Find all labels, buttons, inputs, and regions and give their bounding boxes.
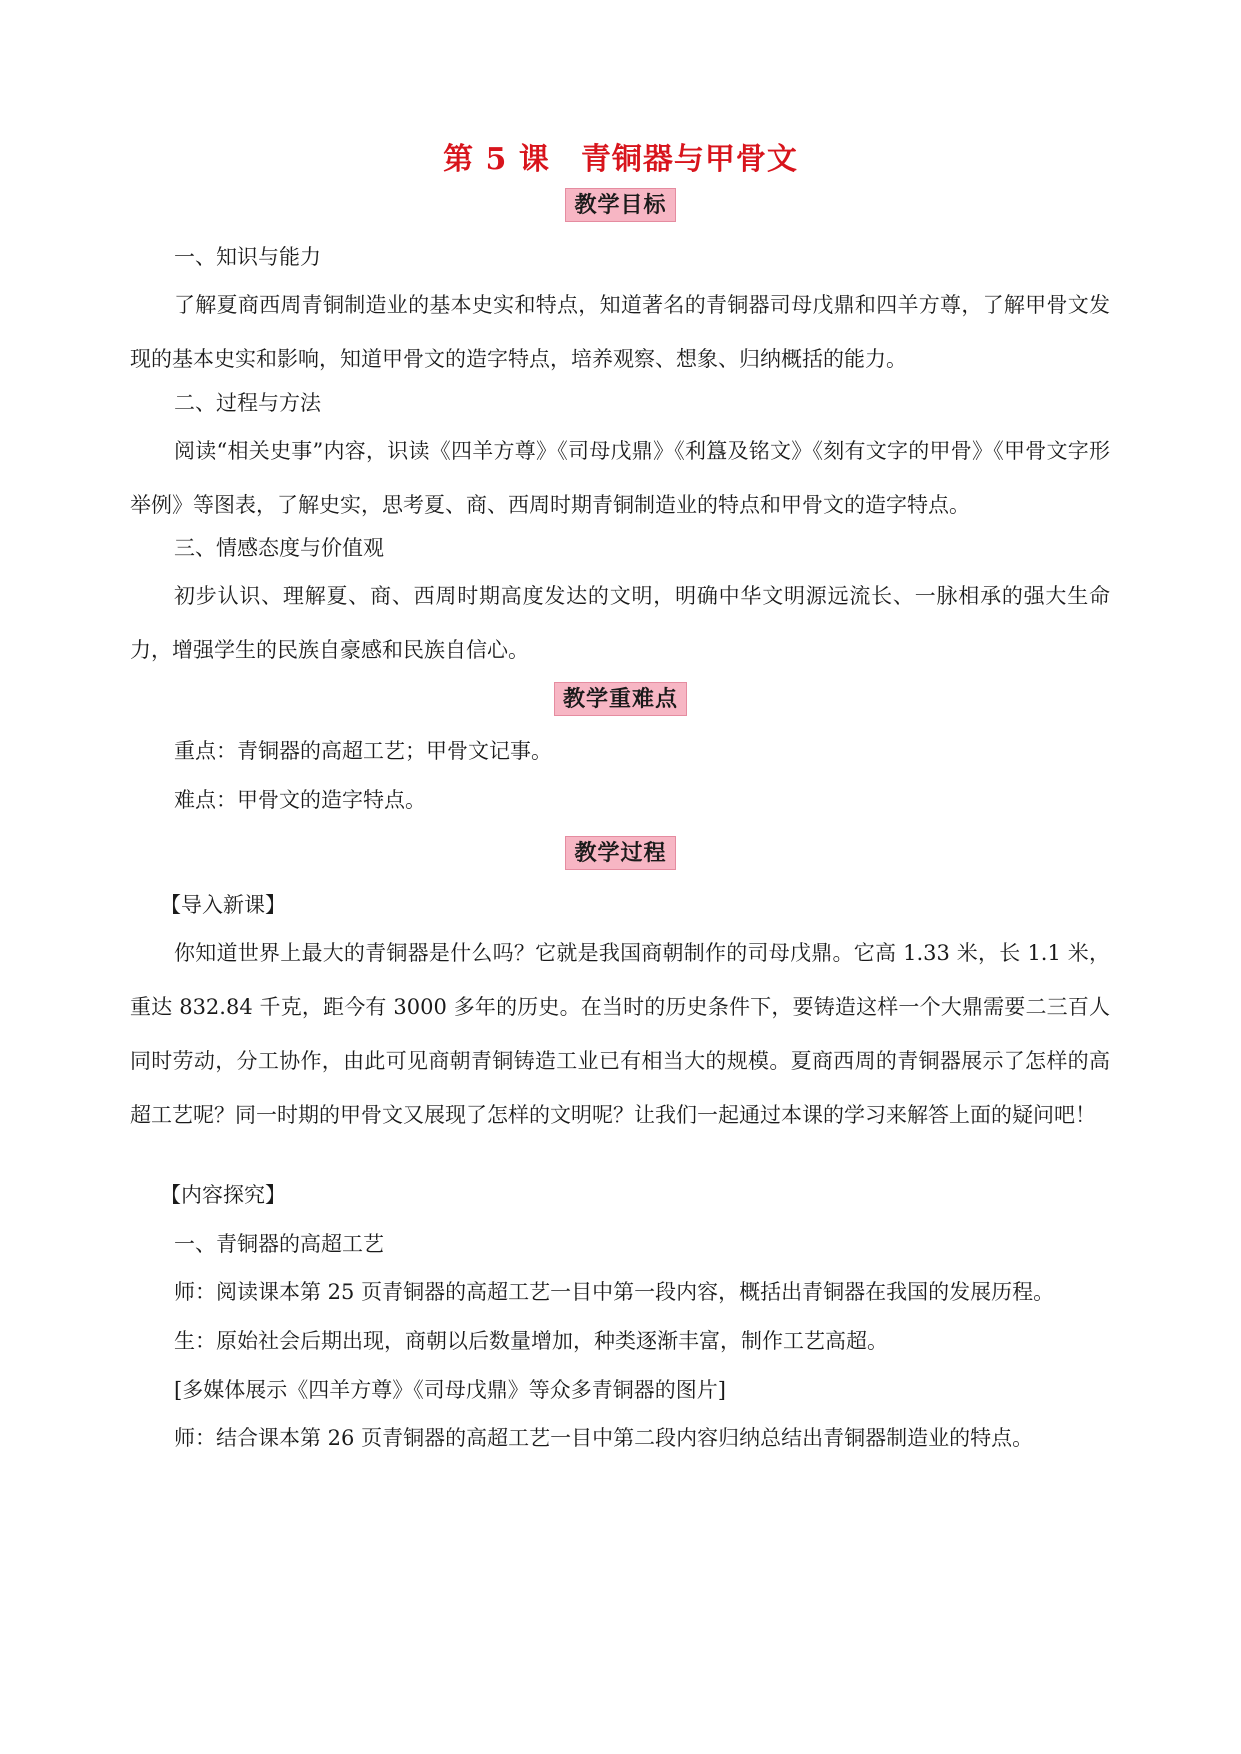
paragraph-knowledge-ability: 了解夏商西周青铜制造业的基本史实和特点，知道著名的青铜器司母戊鼎和四羊方尊，了解甲骨文发现的基本史实和影响，知道甲骨文的造字特点，培养观察、想象、归纳概括的能力。 — [130, 293, 1110, 371]
paragraph-process-method: 阅读“相关史事”内容，识读《四羊方尊》《司母戊鼎》《利簋及铭文》《刻有文字的甲骨》《甲骨文字形举例》等图表，了解史实，思考夏、商、西周时期青铜制造业的特点和甲骨文的造字特点。 — [130, 439, 1110, 517]
heading-knowledge-ability: 一、知识与能力 — [174, 245, 321, 269]
heading-explore: 【内容探究】 — [160, 1183, 286, 1207]
student-line-1: 生：原始社会后期出现，商朝以后数量增加，种类逐渐丰富，制作工艺高超。 — [174, 1329, 888, 1353]
heading-emotion-values: 三、情感态度与价值观 — [174, 536, 384, 560]
heading-intro: 【导入新课】 — [160, 893, 286, 917]
section-key-points — [0, 682, 1241, 718]
key-point-difficulty: 难点：甲骨文的造字特点。 — [174, 788, 426, 812]
section-process — [0, 836, 1241, 872]
teacher-line-1: 师：阅读课本第 25 页青铜器的高超工艺一目中第一段内容，概括出青铜器在我国的发展历程。 — [174, 1280, 1055, 1304]
teacher-line-2: 师：结合课本第 26 页青铜器的高超工艺一目中第二段内容归纳总结出青铜器制造业的特点。 — [174, 1426, 1034, 1450]
topic-bronze-craft: 一、青铜器的高超工艺 — [174, 1232, 384, 1256]
key-point-focus: 重点：青铜器的高超工艺；甲骨文记事。 — [174, 739, 552, 763]
paragraph-emotion-values: 初步认识、理解夏、商、西周时期高度发达的文明，明确中华文明源远流长、一脉相承的强大生命力，增强学生的民族自豪感和民族自信心。 — [130, 584, 1110, 662]
heading-process-method: 二、过程与方法 — [174, 391, 321, 415]
section-label: 教学目标 — [565, 188, 675, 222]
media-note: [多媒体展示《四羊方尊》《司母戊鼎》等众多青铜器的图片] — [174, 1378, 726, 1402]
lesson-title: 第 5 课 青铜器与甲骨文 — [443, 142, 798, 177]
section-label: 教学过程 — [565, 836, 675, 870]
section-label: 教学重难点 — [554, 682, 687, 716]
paragraph-intro: 你知道世界上最大的青铜器是什么吗？它就是我国商朝制作的司母戊鼎。它高 1.33 米，长 1.1 米，重达 832.84 千克，距今有 3000 多年的历史。在当时的历史条件下，要铸造这样一个大鼎需要二三百人同时劳动，分工协作，由此可见商朝青铜铸造工业已有相当大的规模。夏商西周的青铜器展示了怎样的高超工艺呢？同一时期的甲骨文又展现了怎样的文明呢？让我们一起通过本课的学习来解答上面的疑问吧！ — [130, 941, 1110, 1127]
section-objectives — [0, 188, 1241, 224]
